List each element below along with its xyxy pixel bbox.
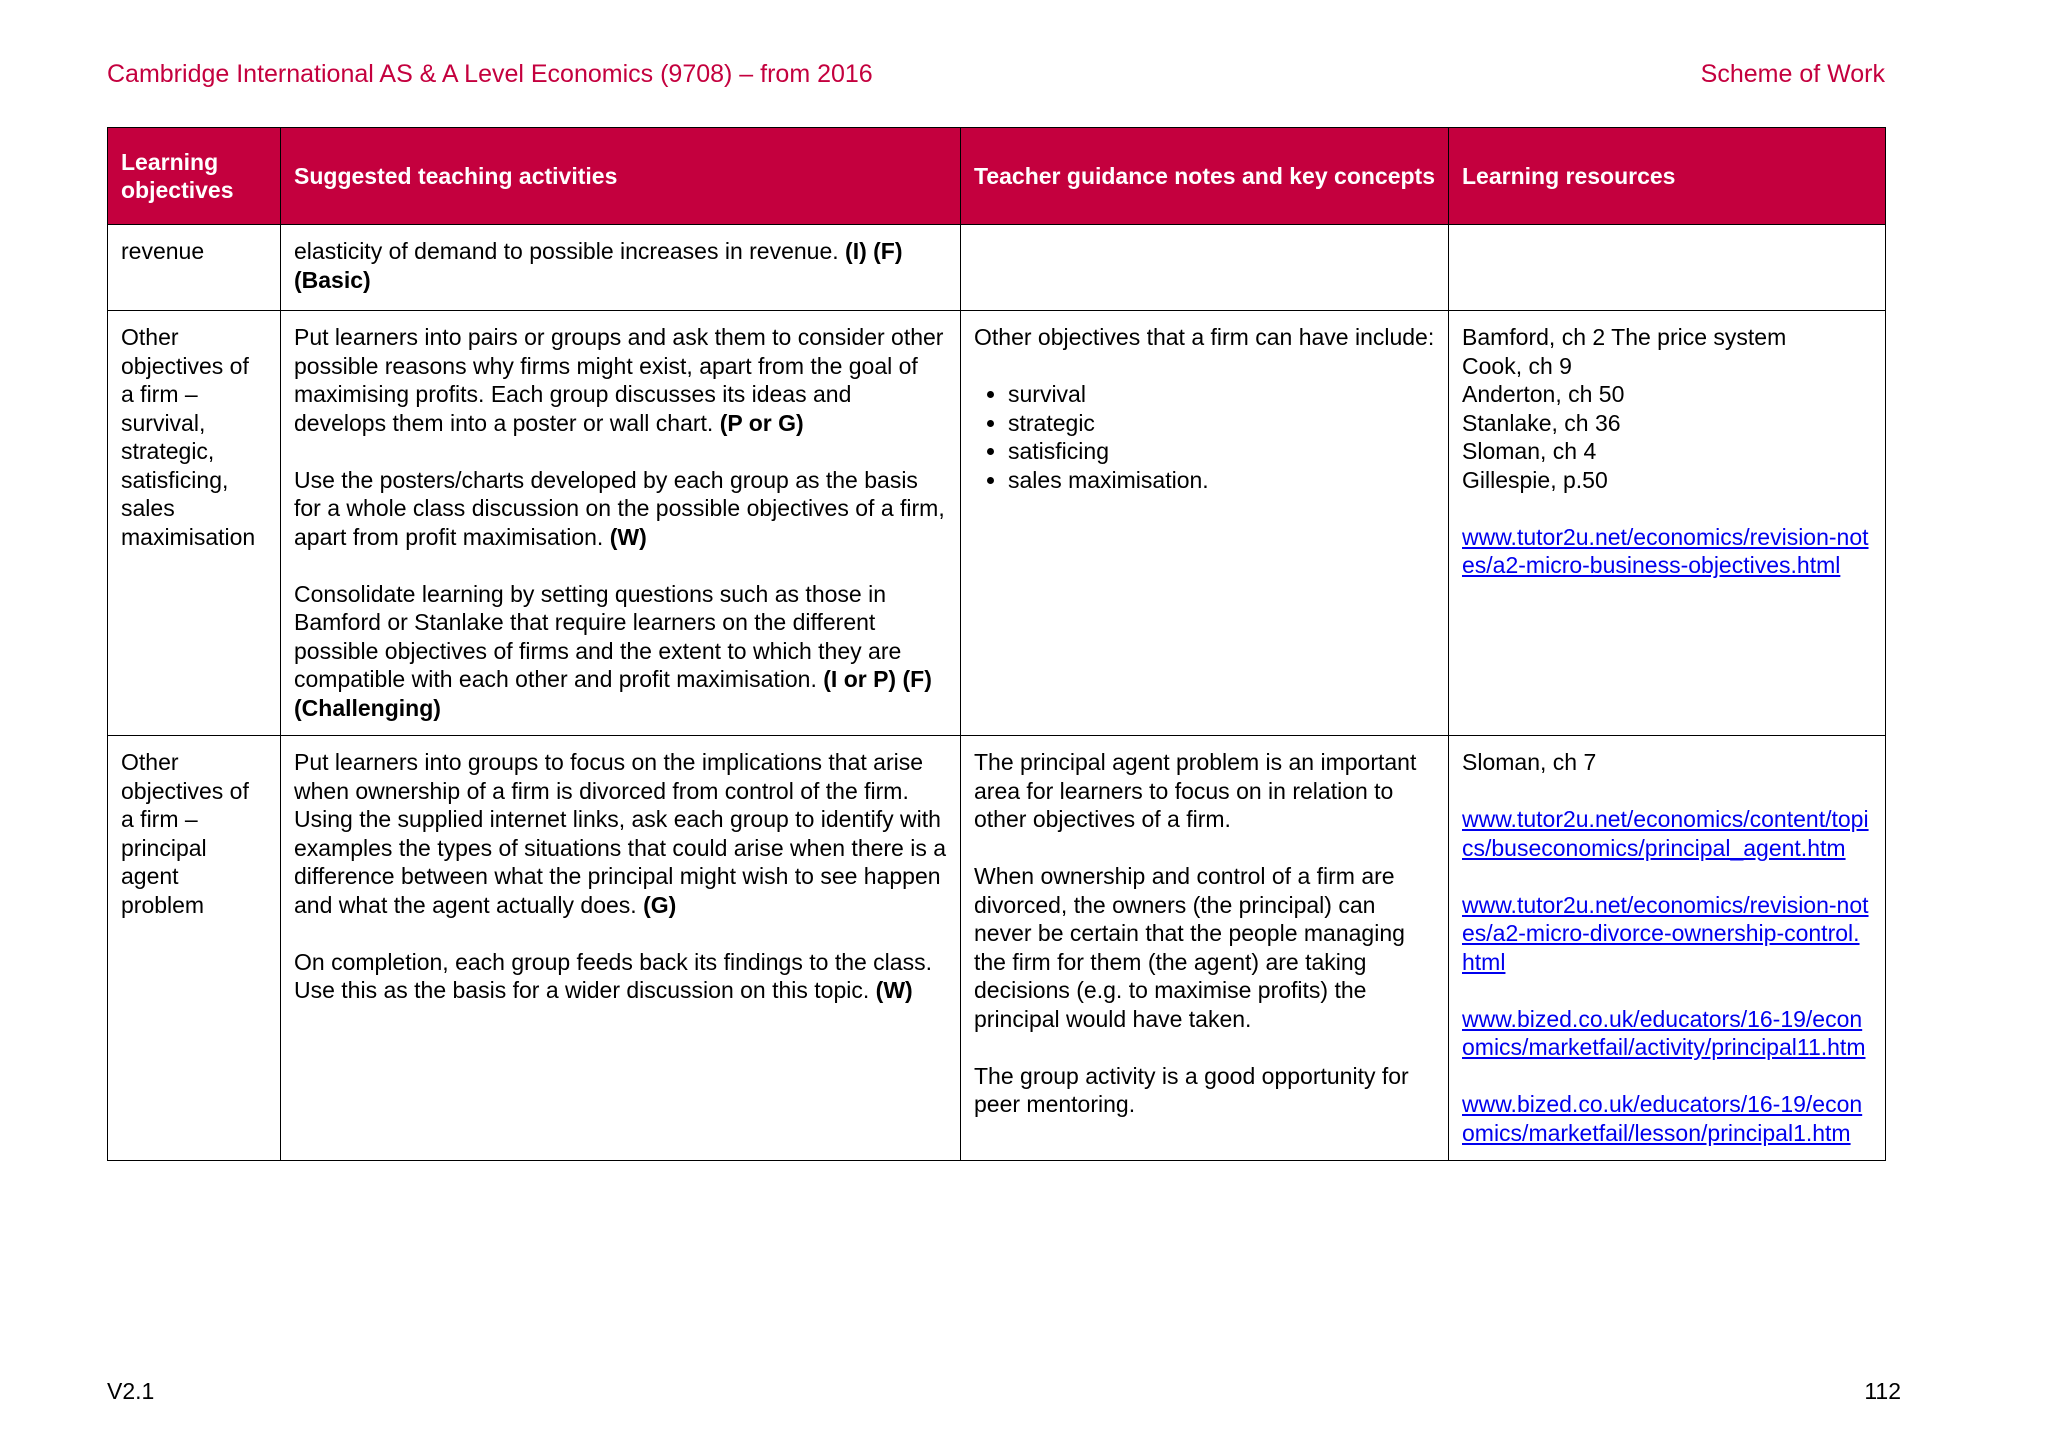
activity-tags: (W) bbox=[609, 523, 647, 550]
version-label: V2.1 bbox=[107, 1378, 155, 1404]
document-title: Cambridge International AS & A Level Economics (9708) – from 2016 bbox=[107, 60, 873, 88]
column-header-activities: Suggested teaching activities bbox=[281, 128, 961, 225]
objective-cell bbox=[108, 736, 281, 1161]
guidance-cell bbox=[961, 311, 1449, 736]
resource-item: Cook, ch 9 bbox=[1462, 352, 1572, 379]
objective-cell bbox=[108, 225, 281, 311]
list-item: • sales maximisation. bbox=[1008, 466, 1435, 495]
objective-cell bbox=[108, 311, 281, 736]
resources-cell bbox=[1449, 225, 1886, 311]
activity-text: Use the posters/charts developed by each group as the basis for a whole class discussion on the possible objectives of a firm, apart from profit maximisation. bbox=[294, 466, 945, 550]
resource-item: Sloman, ch 7 bbox=[1462, 749, 1597, 775]
table-header-row bbox=[108, 128, 1886, 225]
resource-link[interactable]: www.tutor2u.net/economics/content/topics/buseconomics/principal_agent.htm bbox=[1462, 806, 1869, 861]
list-item: • strategic bbox=[1008, 409, 1435, 438]
scheme-of-work-table bbox=[107, 127, 1886, 1161]
resource-item: Anderton, ch 50 bbox=[1462, 381, 1625, 407]
column-header-guidance: Teacher guidance notes and key concepts bbox=[961, 128, 1449, 225]
resource-link[interactable]: www.tutor2u.net/economics/revision-notes/a2-micro-business-objectives.html bbox=[1462, 523, 1869, 578]
activity-tags: (P or G) bbox=[719, 409, 804, 436]
guidance-text: The group activity is a good opportunity for peer mentoring. bbox=[974, 1062, 1409, 1117]
page-number: 112 bbox=[1864, 1378, 1901, 1404]
activity-cell bbox=[281, 225, 961, 311]
resource-link[interactable]: www.bized.co.uk/educators/16-19/economics/marketfail/activity/principal11.htm bbox=[1462, 1005, 1866, 1060]
objective-text: revenue bbox=[121, 238, 205, 264]
activity-text: Put learners into groups to focus on the implications that arise when ownership of a firm is divorced from control of the firm. Using the supplied internet links, ask each group to identify with examples the types of situations that could arise when there is a difference between what the principal might wish to see happen and what the agent actually does. bbox=[294, 749, 947, 918]
activity-text: Put learners into pairs or groups and ask them to consider other possible reasons why firms might exist, apart from the goal of maximising profits. Each group discusses its ideas and develops them into a poster or wall chart. bbox=[294, 324, 944, 436]
resource-item: Gillespie, p.50 bbox=[1462, 466, 1608, 493]
table-row bbox=[108, 225, 1886, 311]
list-item: • survival bbox=[1008, 380, 1435, 409]
objectives-list bbox=[974, 380, 1435, 494]
resources-cell bbox=[1449, 736, 1886, 1161]
activity-text: elasticity of demand to possible increases in revenue. bbox=[294, 238, 839, 264]
activity-tags: (W) bbox=[875, 977, 913, 1003]
resource-item: Bamford, ch 2 The price system bbox=[1462, 324, 1787, 350]
objective-text: Other objectives of a firm – survival, strategic, satisficing, sales maximisation bbox=[121, 324, 256, 550]
activity-text: On completion, each group feeds back its findings to the class. Use this as the basis for a wider discussion on this topic. bbox=[294, 948, 932, 1003]
objective-text: Other objectives of a firm – principal agent problem bbox=[121, 749, 249, 918]
resource-item: Sloman, ch 4 bbox=[1462, 438, 1597, 464]
guidance-cell bbox=[961, 736, 1449, 1161]
resource-item: Stanlake, ch 36 bbox=[1462, 409, 1621, 436]
column-header-resources: Learning resources bbox=[1449, 128, 1886, 225]
document-section: Scheme of Work bbox=[1700, 60, 1885, 88]
guidance-text: The principal agent problem is an important area for learners to focus on in relation to other objectives of a firm. bbox=[974, 749, 1417, 832]
resource-link[interactable]: www.bized.co.uk/educators/16-19/economics/marketfail/lesson/principal1.htm bbox=[1462, 1091, 1863, 1146]
guidance-text: When ownership and control of a firm are divorced, the owners (the principal) can never be certain that the people managing the firm for them (the agent) are taking decisions (e.g. to maximise profits) the principal would have taken. bbox=[974, 863, 1405, 1032]
resource-link[interactable]: www.tutor2u.net/economics/revision-notes/a2-micro-divorce-ownership-control.html bbox=[1462, 891, 1869, 975]
guidance-text: Other objectives that a firm can have include: bbox=[974, 324, 1435, 350]
resources-cell bbox=[1449, 311, 1886, 736]
table-row bbox=[108, 311, 1886, 736]
activity-cell bbox=[281, 736, 961, 1161]
list-item: • satisficing bbox=[1008, 437, 1435, 466]
table-row bbox=[108, 736, 1886, 1161]
activity-tags: (I or P) (F) (Challenging) bbox=[294, 666, 932, 721]
column-header-objectives: Learning objectives bbox=[108, 128, 281, 225]
activity-text: Consolidate learning by setting questions such as those in Bamford or Stanlake that require learners on the different possible objectives of firms and the extent to which they are compatible with each other and profit maximisation. bbox=[294, 580, 902, 692]
activity-tags: (I) (F) (Basic) bbox=[294, 238, 903, 293]
guidance-cell bbox=[961, 225, 1449, 311]
activity-cell bbox=[281, 311, 961, 736]
activity-tags: (G) bbox=[643, 891, 677, 918]
